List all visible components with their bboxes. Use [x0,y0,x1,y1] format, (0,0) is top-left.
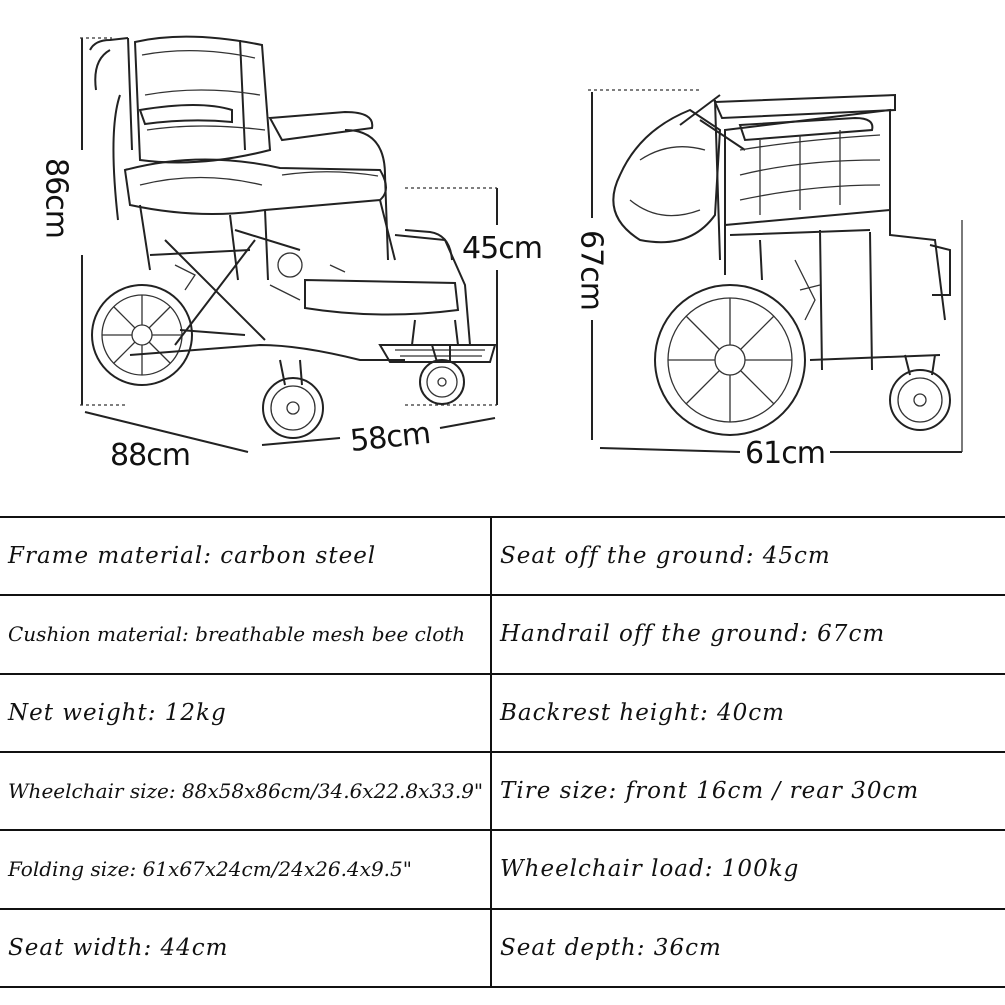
spec-cell: Backrest height: 40cm [491,674,1005,752]
dimension-overall-length: 88cm [110,438,190,473]
table-row [0,909,1005,987]
spec-cell: Cushion material: breathable mesh bee cloth [0,595,491,673]
dimension-overall-height: 86cm [38,158,74,238]
table-row [0,595,1005,673]
spec-cell: Handrail off the ground: 67cm [491,595,1005,673]
table-row [0,674,1005,752]
spec-cell: Folding size: 61x67x24cm/24x26.4x9.5" [0,830,491,908]
dimension-folded-length: 61cm [745,436,825,471]
dimension-seat-height: 45cm [462,231,542,266]
spec-table [0,516,1005,988]
dimension-folded-height: 67cm [573,230,609,310]
table-row [0,517,1005,595]
spec-cell: Seat depth: 36cm [491,909,1005,987]
spec-cell: Seat off the ground: 45cm [491,517,1005,595]
spec-cell: Frame material: carbon steel [0,517,491,595]
wheelchair-unfolded-illustration [80,37,497,452]
spec-cell: Net weight: 12kg [0,674,491,752]
spec-cell: Wheelchair size: 88x58x86cm/34.6x22.8x33.9" [0,752,491,830]
spec-cell: Seat width: 44cm [0,909,491,987]
table-row [0,830,1005,908]
dimension-overall-width: 58cm [348,415,432,460]
table-row [0,752,1005,830]
spec-cell: Tire size: front 16cm / rear 30cm [491,752,1005,830]
wheelchair-folded-illustration [588,90,962,452]
spec-cell: Wheelchair load: 100kg [491,830,1005,908]
